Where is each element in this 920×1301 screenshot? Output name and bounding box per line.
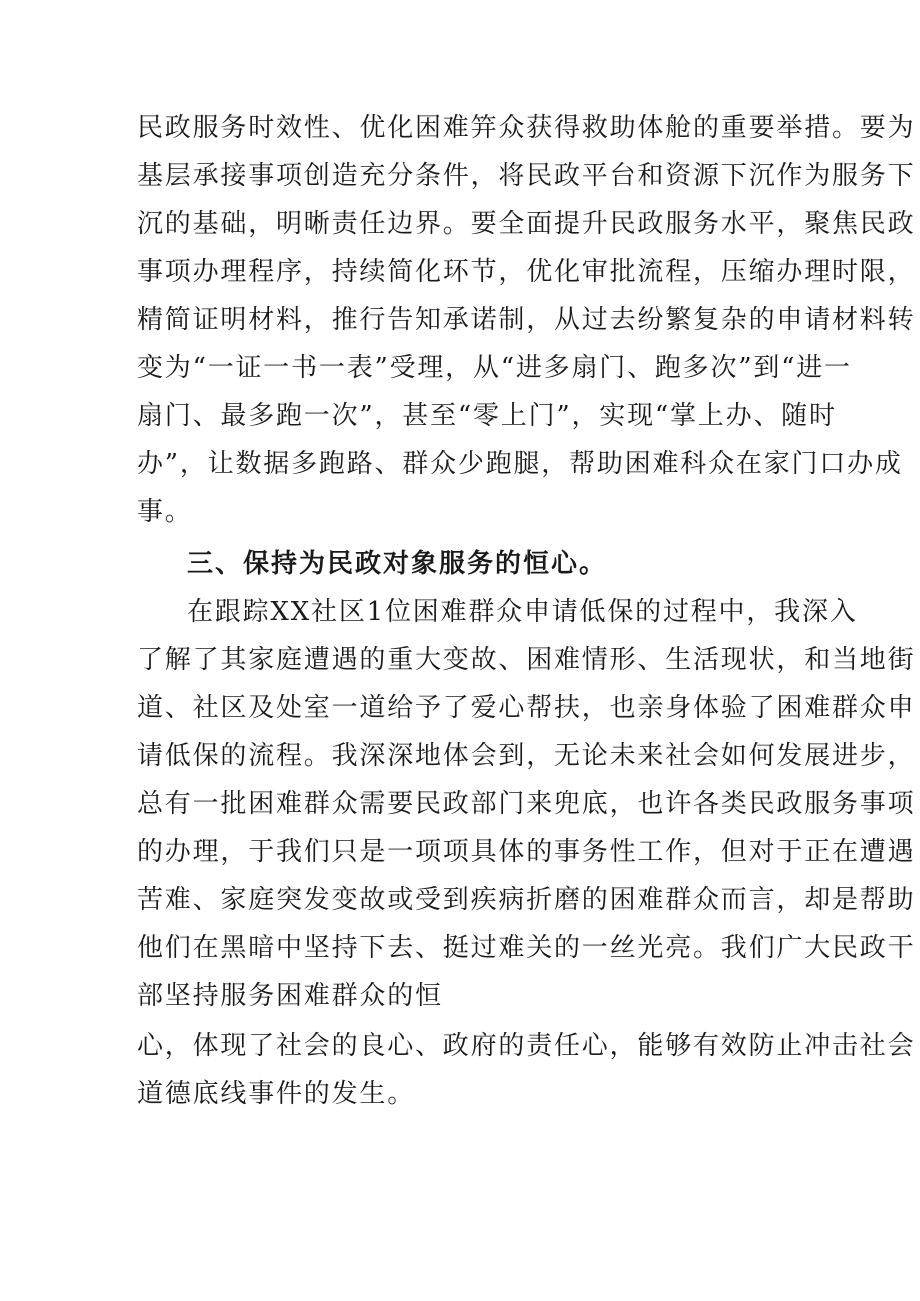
paragraph-line: 部坚持服务困难群众的恒	[137, 981, 443, 1011]
paragraph-line: 事。	[137, 497, 193, 527]
paragraph-line: 他们在黑暗中坚持下去、挺过难关的一丝光亮。我们广大民政干	[137, 933, 916, 963]
paragraph-line: 办”，让数据多跑路、群众少跑腿，帮助困难科众在家门口办成	[137, 449, 903, 479]
paragraph-line: 总有一批困难群众需要民政部门来兜底，也许各类民政服务事项	[137, 789, 916, 819]
paragraph-line: 请低保的流程。我深深地体会到，无论未来社会如何发展进步，	[137, 741, 916, 771]
paragraph-line: 基层承接事项创造充分条件，将民政平台和资源下沉作为服务下	[137, 161, 916, 191]
paragraph-line: 心，体现了社会的良心、政府的责任心，能够有效防止冲击社会	[137, 1031, 916, 1061]
paragraph-line: 扇门、最多跑一次”，甚至“零上门”，实现“掌上办、随时	[137, 401, 837, 431]
paragraph-line: 民政服务时效性、优化困难笄众获得救助体舱的重要举措。要为	[137, 113, 916, 143]
paragraph-line: 的办理，于我们只是一项项具体的事务性工作，但对于正在遭遇	[137, 837, 916, 867]
paragraph-line: 事项办理程序，持续简化环节，优化审批流程，压缩办理时限，	[137, 257, 916, 287]
section-heading: 三、保持为民政对象服务的恒心。	[187, 549, 608, 579]
paragraph-line: 沉的基础，明晰责任边界。要全面提升民政服务水平，聚焦民政	[137, 209, 916, 239]
paragraph-line: 了解了其家庭遭遇的重大变故、困难情形、生活现状，和当地街	[137, 645, 916, 675]
paragraph-line: 道、社区及处室一道给予了爱心帮扶，也亲身体验了困难群众申	[137, 693, 916, 723]
paragraph-line: 苦难、家庭突发变故或受到疾病折磨的困难群众而言，却是帮助	[137, 885, 916, 915]
paragraph-line: 变为“一证一书一表”受理，从“进多扇门、跑多次”到“进一	[137, 353, 852, 383]
paragraph-line: 道德底线事件的发生。	[137, 1079, 416, 1109]
paragraph-line: 在跟踪XX社区1位困难群众申请低保的过程中，我深入	[187, 597, 858, 627]
paragraph-line: 精简证明材料，推行告知承诺制，从过去纷繁复杂的申请材料转	[137, 305, 916, 335]
